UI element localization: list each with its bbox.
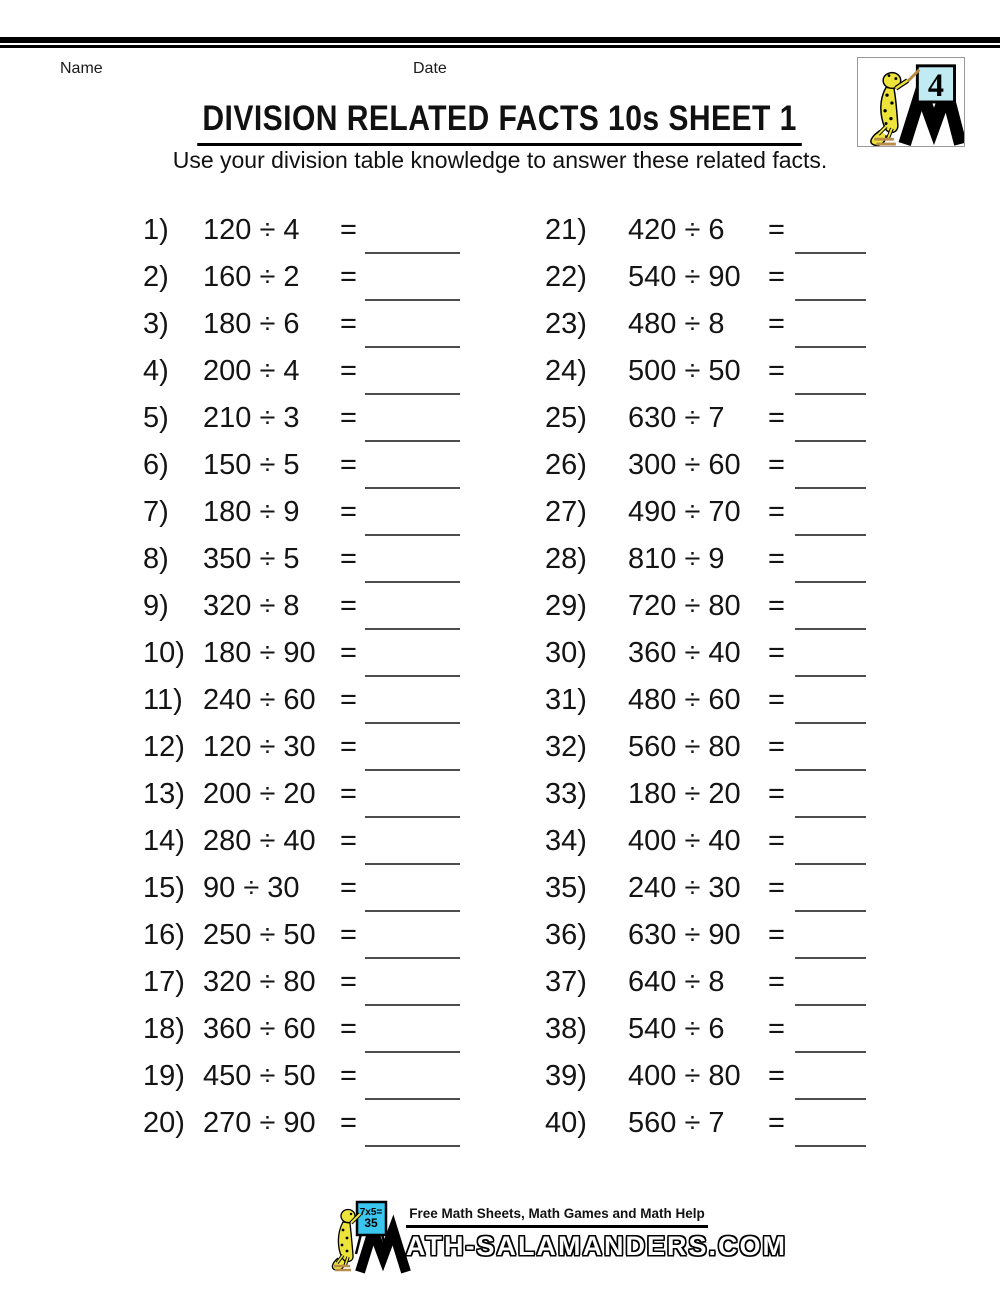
problem-number: 28)	[545, 543, 587, 575]
problem-number: 31)	[545, 684, 587, 716]
problem-number: 1)	[143, 214, 169, 246]
problem-number: 18)	[143, 1013, 185, 1045]
problem-number: 7)	[143, 496, 169, 528]
problems-column-left	[143, 207, 488, 1147]
answer-blank[interactable]	[365, 1145, 460, 1147]
problem-expression: 560 ÷ 7	[628, 1107, 725, 1139]
problem-number: 21)	[545, 214, 587, 246]
equals-sign: =	[768, 731, 785, 763]
problem-expression: 320 ÷ 80	[203, 966, 316, 998]
problem-number: 27)	[545, 496, 587, 528]
equals-sign: =	[768, 637, 785, 669]
equals-sign: =	[768, 684, 785, 716]
equals-sign: =	[768, 825, 785, 857]
equals-sign: =	[768, 496, 785, 528]
problem-row	[545, 630, 890, 677]
problem-row	[545, 301, 890, 348]
equals-sign: =	[768, 919, 785, 951]
problem-expression: 120 ÷ 4	[203, 214, 300, 246]
equals-sign: =	[340, 590, 357, 622]
equals-sign: =	[768, 1013, 785, 1045]
problem-row	[143, 724, 488, 771]
problem-expression: 160 ÷ 2	[203, 261, 300, 293]
problem-expression: 180 ÷ 9	[203, 496, 300, 528]
problem-row	[143, 348, 488, 395]
equals-sign: =	[340, 966, 357, 998]
problem-expression: 300 ÷ 60	[628, 449, 741, 481]
equals-sign: =	[768, 1107, 785, 1139]
problem-expression: 180 ÷ 6	[203, 308, 300, 340]
problem-number: 35)	[545, 872, 587, 904]
problem-row	[545, 1006, 890, 1053]
problem-expression: 400 ÷ 40	[628, 825, 741, 857]
equals-sign: =	[340, 449, 357, 481]
equals-sign: =	[768, 872, 785, 904]
answer-blank[interactable]	[795, 1145, 866, 1147]
problem-row	[143, 1100, 488, 1147]
problem-row	[545, 254, 890, 301]
problem-expression: 640 ÷ 8	[628, 966, 725, 998]
problem-row	[143, 395, 488, 442]
problem-number: 29)	[545, 590, 587, 622]
equals-sign: =	[340, 214, 357, 246]
equals-sign: =	[340, 308, 357, 340]
problem-row	[143, 677, 488, 724]
problem-row	[143, 1053, 488, 1100]
date-field-label: Date	[413, 60, 447, 77]
problem-expression: 360 ÷ 60	[203, 1013, 316, 1045]
salamander-icon	[332, 1210, 360, 1271]
problem-row	[143, 818, 488, 865]
problem-number: 30)	[545, 637, 587, 669]
problem-number: 36)	[545, 919, 587, 951]
problem-expression: 240 ÷ 60	[203, 684, 316, 716]
problem-number: 11)	[143, 684, 183, 716]
equals-sign: =	[340, 543, 357, 575]
equals-sign: =	[768, 308, 785, 340]
problem-row	[545, 865, 890, 912]
problem-row	[545, 207, 890, 254]
footer-salamander-logo-icon	[330, 1200, 416, 1274]
problem-number: 12)	[143, 731, 185, 763]
footer-branding	[330, 1198, 787, 1278]
equals-sign: =	[340, 919, 357, 951]
equals-sign: =	[340, 1060, 357, 1092]
problem-number: 4)	[143, 355, 169, 387]
problem-row	[143, 865, 488, 912]
problem-row	[143, 536, 488, 583]
problem-expression: 250 ÷ 50	[203, 919, 316, 951]
problem-number: 15)	[143, 872, 185, 904]
problem-number: 16)	[143, 919, 185, 951]
problem-number: 6)	[143, 449, 169, 481]
problem-expression: 120 ÷ 30	[203, 731, 316, 763]
problem-expression: 480 ÷ 60	[628, 684, 741, 716]
equals-sign: =	[340, 872, 357, 904]
problem-row	[545, 1053, 890, 1100]
problem-row	[143, 912, 488, 959]
problem-row	[545, 583, 890, 630]
equals-sign: =	[340, 778, 357, 810]
equals-sign: =	[340, 637, 357, 669]
problem-expression: 720 ÷ 80	[628, 590, 741, 622]
problem-row	[545, 724, 890, 771]
easel-leg	[356, 1234, 361, 1254]
equals-sign: =	[340, 684, 357, 716]
footer-logo	[330, 1200, 416, 1274]
problem-row	[143, 207, 488, 254]
problem-number: 37)	[545, 966, 587, 998]
equals-sign: =	[768, 261, 785, 293]
problem-number: 39)	[545, 1060, 587, 1092]
problem-expression: 500 ÷ 50	[628, 355, 741, 387]
problem-row	[545, 771, 890, 818]
problem-number: 2)	[143, 261, 169, 293]
problems-column-right	[545, 207, 890, 1147]
problem-expression: 270 ÷ 90	[203, 1107, 316, 1139]
problem-number: 9)	[143, 590, 169, 622]
equals-sign: =	[340, 731, 357, 763]
chalkboard-equation-line1: 7x5=	[359, 1207, 383, 1218]
problem-row	[545, 536, 890, 583]
problem-number: 14)	[143, 825, 185, 857]
problem-expression: 90 ÷ 30	[203, 872, 300, 904]
chalkboard-equation-line2: 35	[364, 1216, 378, 1230]
problem-expression: 210 ÷ 3	[203, 402, 300, 434]
problem-expression: 180 ÷ 20	[628, 778, 741, 810]
problem-row	[545, 348, 890, 395]
equals-sign: =	[768, 449, 785, 481]
problem-expression: 200 ÷ 4	[203, 355, 300, 387]
equals-sign: =	[768, 778, 785, 810]
equals-sign: =	[768, 214, 785, 246]
equals-sign: =	[340, 1107, 357, 1139]
problem-number: 23)	[545, 308, 587, 340]
equals-sign: =	[768, 1060, 785, 1092]
equals-sign: =	[768, 590, 785, 622]
problem-row	[545, 442, 890, 489]
problem-number: 19)	[143, 1060, 185, 1092]
problem-row	[545, 395, 890, 442]
problem-row	[143, 442, 488, 489]
equals-sign: =	[768, 966, 785, 998]
problem-expression: 200 ÷ 20	[203, 778, 316, 810]
problem-expression: 540 ÷ 90	[628, 261, 741, 293]
equals-sign: =	[768, 543, 785, 575]
problem-row	[545, 677, 890, 724]
equals-sign: =	[340, 261, 357, 293]
footer-rule-divider	[406, 1225, 708, 1228]
problem-expression: 360 ÷ 40	[628, 637, 741, 669]
problem-number: 13)	[143, 778, 185, 810]
equals-sign: =	[340, 355, 357, 387]
problem-number: 10)	[143, 637, 185, 669]
problem-row	[143, 583, 488, 630]
problem-expression: 630 ÷ 7	[628, 402, 725, 434]
equals-sign: =	[340, 496, 357, 528]
site-name-text: ATH-SALAMANDERS.COM	[406, 1231, 787, 1261]
problem-number: 38)	[545, 1013, 587, 1045]
problem-expression: 420 ÷ 6	[628, 214, 725, 246]
equals-sign: =	[340, 825, 357, 857]
problem-number: 8)	[143, 543, 169, 575]
problem-number: 22)	[545, 261, 587, 293]
problem-expression: 320 ÷ 8	[203, 590, 300, 622]
problem-number: 5)	[143, 402, 169, 434]
equals-sign: =	[768, 355, 785, 387]
problem-expression: 560 ÷ 80	[628, 731, 741, 763]
problem-expression: 150 ÷ 5	[203, 449, 300, 481]
problem-expression: 400 ÷ 80	[628, 1060, 741, 1092]
footer-tagline: Free Math Sheets, Math Games and Math Help	[409, 1206, 705, 1221]
problem-number: 25)	[545, 402, 587, 434]
top-rule-divider	[0, 37, 1000, 48]
problem-expression: 180 ÷ 90	[203, 637, 316, 669]
problem-expression: 240 ÷ 30	[628, 872, 741, 904]
problem-expression: 450 ÷ 50	[203, 1060, 316, 1092]
equals-sign: =	[768, 402, 785, 434]
problem-expression: 480 ÷ 8	[628, 308, 725, 340]
problem-expression: 810 ÷ 9	[628, 543, 725, 575]
problem-row	[143, 254, 488, 301]
problem-row	[143, 489, 488, 536]
grade-badge-number: 4	[927, 67, 944, 104]
problem-row	[545, 959, 890, 1006]
problem-row	[143, 301, 488, 348]
problem-row	[143, 771, 488, 818]
problem-number: 17)	[143, 966, 185, 998]
problem-row	[545, 912, 890, 959]
problem-row	[545, 818, 890, 865]
page-title: DIVISION RELATED FACTS 10s SHEET 1	[198, 99, 803, 146]
problem-number: 24)	[545, 355, 587, 387]
problem-number: 40)	[545, 1107, 587, 1139]
problem-expression: 280 ÷ 40	[203, 825, 316, 857]
problem-number: 3)	[143, 308, 169, 340]
problem-row	[545, 489, 890, 536]
problem-row	[545, 1100, 890, 1147]
problem-number: 32)	[545, 731, 587, 763]
problem-expression: 630 ÷ 90	[628, 919, 741, 951]
equals-sign: =	[340, 1013, 357, 1045]
page-instructions: Use your division table knowledge to answer these related facts.	[172, 147, 828, 173]
equals-sign: =	[340, 402, 357, 434]
problem-expression: 540 ÷ 6	[628, 1013, 725, 1045]
name-field-label: Name	[60, 60, 103, 77]
problem-number: 33)	[545, 778, 587, 810]
problem-row	[143, 630, 488, 677]
problem-number: 34)	[545, 825, 587, 857]
problem-row	[143, 1006, 488, 1053]
problem-number: 26)	[545, 449, 587, 481]
problem-number: 20)	[143, 1107, 185, 1139]
problem-expression: 350 ÷ 5	[203, 543, 300, 575]
problem-expression: 490 ÷ 70	[628, 496, 741, 528]
problem-row	[143, 959, 488, 1006]
